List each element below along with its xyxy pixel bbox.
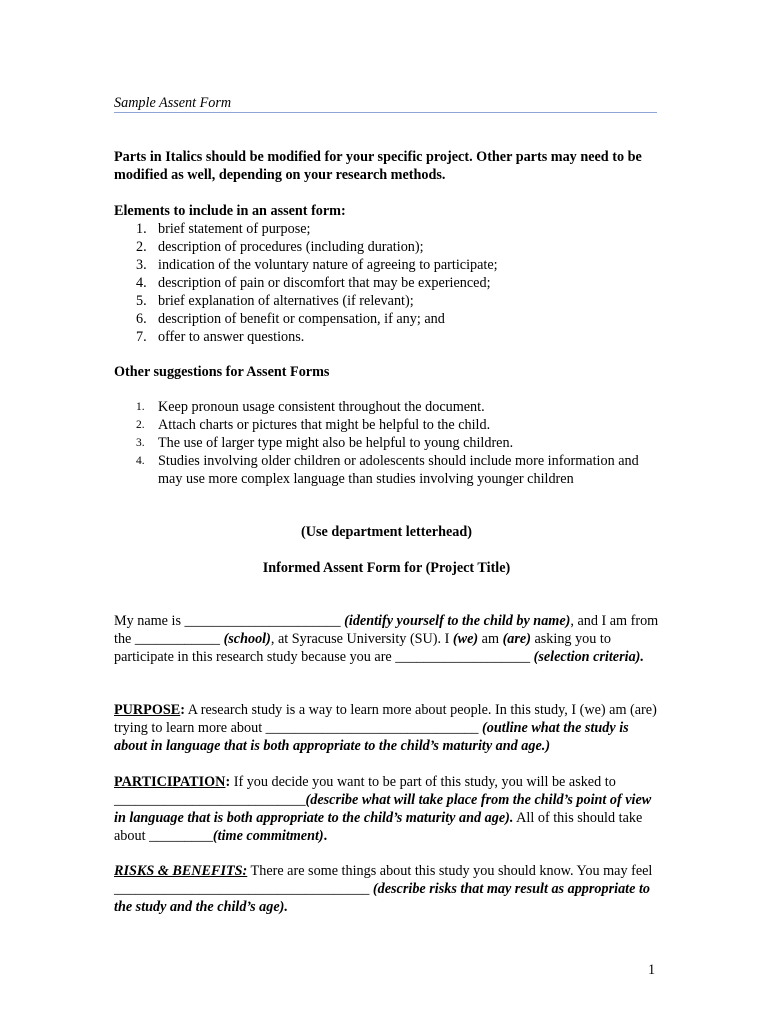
intro-italic-4: (are): [502, 631, 531, 647]
elements-section: [114, 202, 659, 346]
participation-paragraph: [114, 773, 659, 845]
elements-list: [114, 220, 659, 346]
elements-heading: Elements to include in an assent form:: [114, 203, 346, 219]
intro-italic-3: (we): [452, 631, 479, 647]
element-item-text: offer to answer questions.: [158, 329, 305, 345]
participation-text-2: All of this should take about _________: [114, 810, 643, 844]
element-item: [114, 328, 659, 346]
element-item-text: description of pain or discomfort that may be experienced;: [158, 275, 491, 291]
suggestion-item-text: Keep pronoun usage consistent throughout the document.: [158, 399, 485, 415]
element-item-number: 7.: [136, 329, 147, 345]
suggestion-item-text: Attach charts or pictures that might be helpful to the child.: [158, 417, 491, 433]
element-item-text: brief statement of purpose;: [158, 221, 311, 237]
intro-paragraph: [114, 612, 659, 666]
element-item-number: 4.: [136, 275, 147, 291]
risks-text: There are some things about this study you should know. You may feel ____________________________________: [114, 863, 653, 897]
element-item-text: description of benefit or compensation, if any; and: [158, 311, 445, 327]
suggestion-item: [114, 434, 659, 452]
element-item: [114, 220, 659, 238]
risks-label: RISKS & BENEFITS:: [114, 863, 248, 879]
header-title: Sample Assent Form: [114, 94, 657, 113]
suggestion-item-text: Studies involving older children or adolescents should include more information and may use more complex language than studies involving younger children: [158, 453, 639, 487]
intro-text-4: am: [478, 631, 503, 647]
suggestion-item-number: 1.: [136, 401, 145, 413]
element-item-number: 2.: [136, 239, 147, 255]
element-item-text: indication of the voluntary nature of agreeing to participate;: [158, 257, 498, 273]
element-item-number: 5.: [136, 293, 147, 309]
purpose-colon: :: [180, 702, 185, 718]
participation-text-1: If you decide you want to be part of this study, you will be asked to ___________________________: [114, 774, 616, 808]
participation-italic-2: (time commitment): [212, 828, 324, 844]
suggestion-item-number: 3.: [136, 437, 145, 449]
element-item-number: 6.: [136, 311, 147, 327]
purpose-paragraph: [114, 701, 659, 755]
intro-text-3: , at Syracuse University (SU). I: [270, 631, 453, 647]
purpose-label: PURPOSE: [114, 702, 181, 718]
element-item-number: 1.: [136, 221, 147, 237]
suggestion-item: [114, 452, 659, 488]
intro-text-2: , and I am from the ____________: [114, 613, 659, 647]
purpose-text: A research study is a way to learn more about people. In this study, I (we) am (are) trying to learn more about ______________________________: [114, 702, 657, 736]
risks-paragraph: [114, 862, 659, 916]
participation-text-3: .: [323, 828, 328, 844]
letterhead-note: (Use department letterhead): [301, 524, 472, 540]
intro-italic-1: (identify yourself to the child by name): [344, 613, 571, 629]
intro-text-1: My name is ______________________: [114, 613, 345, 629]
participation-label: PARTICIPATION: [114, 774, 226, 790]
participation-italic-1: (describe what will take place from the child’s point of view in language that is both appropriate to the child’s maturity and age).: [114, 792, 652, 826]
element-item: [114, 256, 659, 274]
suggestion-item-number: 2.: [136, 419, 145, 431]
suggestion-item-text: The use of larger type might also be helpful to young children.: [158, 435, 514, 451]
suggestions-section: [114, 398, 659, 488]
purpose-italic: (outline what the study is about in language that is both appropriate to the child’s maturity and age.): [114, 720, 629, 754]
suggestion-item-number: 4.: [136, 455, 145, 467]
page-number: 1: [648, 962, 656, 978]
intro-italic-2: (school): [223, 631, 271, 647]
element-item: [114, 292, 659, 310]
intro-text-5: asking you to participate in this research study because you are ___________________: [114, 631, 611, 665]
risks-italic: (describe risks that may result as appropriate to the study and the child’s age).: [114, 881, 650, 915]
intro-instructions: Parts in Italics should be modified for your specific project. Other parts may need to be modified as well, depending on your research methods.: [114, 149, 642, 183]
element-item-text: description of procedures (including duration);: [158, 239, 424, 255]
suggestions-heading: Other suggestions for Assent Forms: [114, 364, 330, 380]
element-item-text: brief explanation of alternatives (if relevant);: [158, 293, 414, 309]
intro-italic-5: (selection criteria).: [533, 649, 644, 665]
element-item-number: 3.: [136, 257, 147, 273]
suggestion-item: [114, 416, 659, 434]
element-item: [114, 238, 659, 256]
participation-colon: :: [225, 774, 231, 790]
form-title: Informed Assent Form for (Project Title): [262, 560, 511, 576]
suggestion-item: [114, 398, 659, 416]
element-item: [114, 310, 659, 328]
element-item: [114, 274, 659, 292]
suggestions-list: [114, 398, 659, 488]
